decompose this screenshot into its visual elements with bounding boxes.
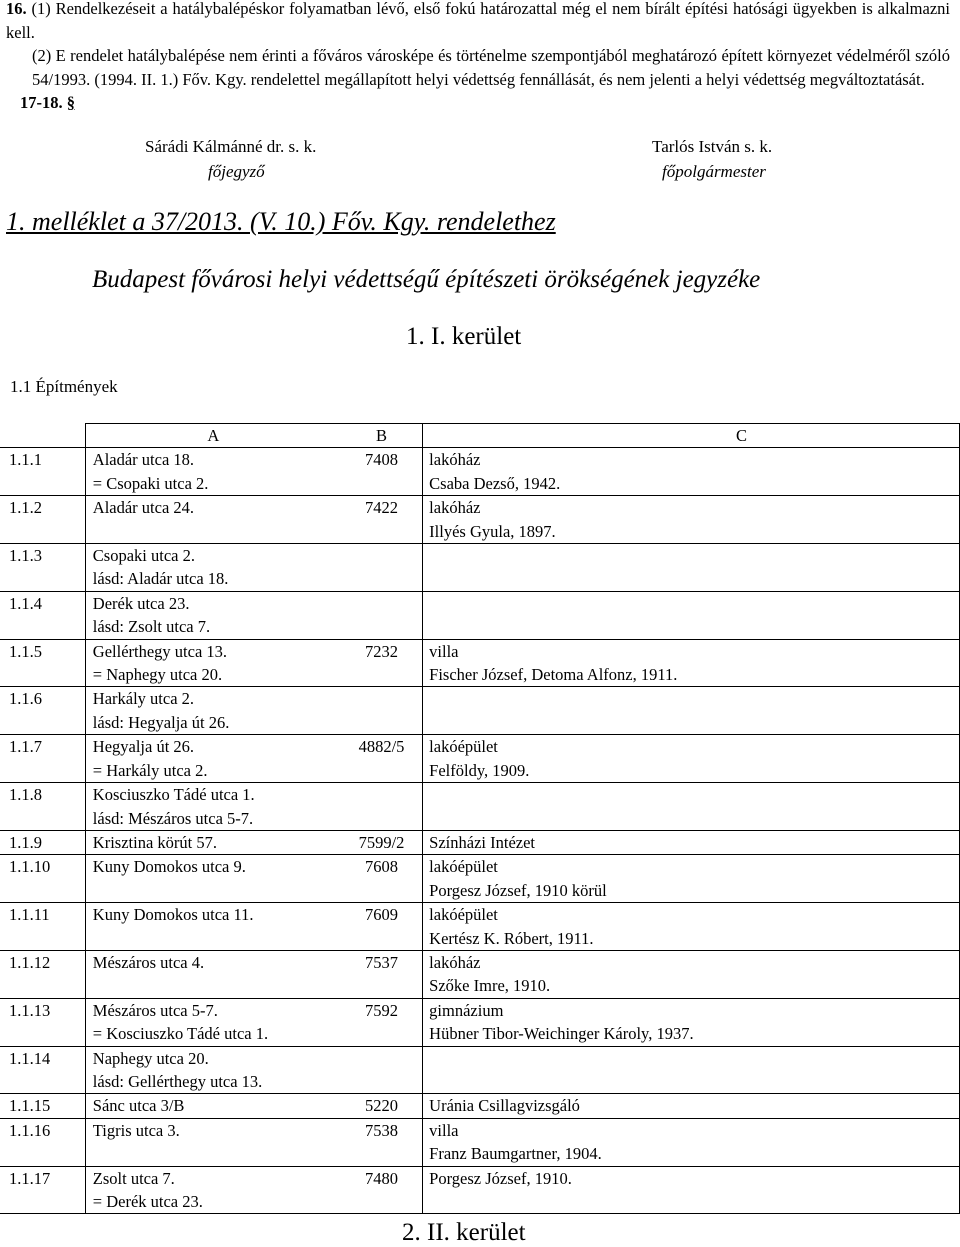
row-number: 1.1.4: [0, 591, 85, 639]
address-line: lásd: Hegyalja út 26.: [92, 712, 230, 732]
description-cell: [423, 998, 960, 1046]
table-row: [0, 687, 960, 735]
address-cell: [85, 950, 341, 998]
table-row: [0, 496, 960, 544]
table-row: [0, 1166, 960, 1214]
signer-right-title: főpolgármester: [662, 162, 766, 181]
column-header-a: A: [85, 424, 341, 448]
description-cell: [423, 591, 960, 639]
district-heading-2: 2. II. kerület: [402, 1219, 526, 1246]
description-cell: [423, 783, 960, 831]
description-cell: [423, 1094, 960, 1118]
address-cell: [85, 687, 341, 735]
paragraph-link[interactable]: §: [66, 93, 75, 112]
table-row: [0, 998, 960, 1046]
description-line: Felföldy, 1909.: [429, 760, 530, 780]
table-row: [0, 448, 960, 496]
section-number: 16.: [6, 0, 27, 18]
description-line: lakóépület: [429, 857, 498, 877]
row-number: 1.1.9: [0, 830, 85, 854]
parcel-number-cell: 5220: [341, 1094, 423, 1118]
row-number: 1.1.16: [0, 1118, 85, 1166]
description-line: Fischer József, Detoma Alfonz, 1911.: [429, 665, 678, 685]
parcel-number-cell: [341, 1046, 423, 1094]
parcel-number-cell: 4882/5: [341, 735, 423, 783]
address-cell: [85, 639, 341, 687]
table-row: [0, 830, 960, 854]
paragraph-1-text: (1) Rendelkezéseit a hatálybalépéskor folyamatban lévő, első fokú határozattal még el nem bírált építési hatósági ügyekben is alkalmazni kell.: [6, 0, 950, 42]
address-line: Kosciuszko Tádé utca 1.: [92, 785, 255, 805]
description-cell: [423, 687, 960, 735]
description-line: Franz Baumgartner, 1904.: [429, 1144, 602, 1164]
address-line: = Derék utca 23.: [92, 1192, 203, 1211]
address-line: Kuny Domokos utca 11.: [92, 905, 254, 925]
address-cell: [85, 448, 341, 496]
row-number: 1.1.7: [0, 735, 85, 783]
parcel-number-cell: 7480: [341, 1166, 423, 1214]
annex-title: 1. melléklet a 37/2013. (V. 10.) Főv. Kgy. rendelethez: [6, 207, 556, 236]
row-number: 1.1.12: [0, 950, 85, 998]
description-line: Kertész K. Róbert, 1911.: [429, 928, 594, 948]
address-cell: [85, 1046, 341, 1094]
description-cell: [423, 1166, 960, 1214]
address-line: Aladár utca 18.: [92, 450, 195, 470]
table-row: [0, 1118, 960, 1166]
reference-line: [6, 91, 950, 115]
address-cell: [85, 998, 341, 1046]
row-number: 1.1.6: [0, 687, 85, 735]
register-title: Budapest fővárosi helyi védettségű építészeti örökségének jegyzéke: [92, 266, 761, 293]
parcel-number-cell: 7538: [341, 1118, 423, 1166]
parcel-number-cell: 7609: [341, 903, 423, 951]
parcel-number-cell: [341, 591, 423, 639]
address-cell: [85, 1118, 341, 1166]
address-line: = Naphegy utca 20.: [92, 665, 223, 685]
row-number: 1.1.11: [0, 903, 85, 951]
address-cell: [85, 903, 341, 951]
description-line: Illyés Gyula, 1897.: [429, 521, 556, 541]
column-header-b: B: [341, 424, 423, 448]
address-cell: [85, 855, 341, 903]
paragraph-16: [6, 0, 950, 44]
description-line: Porgesz József, 1910 körül: [429, 880, 607, 900]
parcel-number-cell: 7232: [341, 639, 423, 687]
description-cell: [423, 903, 960, 951]
address-line: Tigris utca 3.: [92, 1120, 180, 1140]
parcel-number-cell: 7408: [341, 448, 423, 496]
row-number: 1.1.15: [0, 1094, 85, 1118]
address-line: Zsolt utca 7.: [92, 1168, 175, 1188]
description-line: lakóépület: [429, 737, 498, 757]
address-cell: [85, 1166, 341, 1214]
description-line: gimnázium: [429, 1000, 504, 1020]
description-line: Porgesz József, 1910.: [429, 1168, 572, 1188]
parcel-number-cell: 7608: [341, 855, 423, 903]
table-row: [0, 591, 960, 639]
row-number: 1.1.13: [0, 998, 85, 1046]
description-line: lakóház: [429, 952, 481, 972]
row-number: 1.1.1: [0, 448, 85, 496]
row-number: 1.1.10: [0, 855, 85, 903]
row-number: 1.1.3: [0, 544, 85, 592]
address-line: Kuny Domokos utca 9.: [92, 857, 246, 877]
description-cell: [423, 496, 960, 544]
description-cell: [423, 735, 960, 783]
address-cell: [85, 783, 341, 831]
row-number: 1.1.14: [0, 1046, 85, 1094]
description-line: Uránia Csillagvizsgáló: [429, 1096, 580, 1116]
table-row: [0, 735, 960, 783]
parcel-number-cell: 7537: [341, 950, 423, 998]
parcel-number-cell: [341, 687, 423, 735]
address-line: Derék utca 23.: [92, 593, 190, 613]
description-cell: [423, 544, 960, 592]
description-line: Hübner Tibor-Weichinger Károly, 1937.: [429, 1024, 694, 1044]
table-row: [0, 950, 960, 998]
address-cell: [85, 830, 341, 854]
address-cell: [85, 496, 341, 544]
register-table: [0, 423, 960, 1214]
address-cell: [85, 1094, 341, 1118]
table-row: [0, 903, 960, 951]
address-line: Gellérthegy utca 13.: [92, 641, 228, 661]
reference-number: 17-18.: [20, 93, 63, 112]
description-line: lakóház: [429, 450, 481, 470]
description-cell: [423, 1118, 960, 1166]
description-cell: [423, 639, 960, 687]
description-line: villa: [429, 1120, 459, 1140]
paragraph-2: (2) E rendelet hatálybalépése nem érinti a főváros városképe és történelme szempontjából meghatározó épített környezet védelméről szóló 54/1993. (1994. II. 1.) Főv. Kgy. rendelettel megállapított helyi védettség fennállását, és nem jelenti a helyi védettség megváltoztatását.: [32, 46, 950, 89]
address-line: = Kosciuszko Tádé utca 1.: [92, 1024, 269, 1044]
address-line: Aladár utca 24.: [92, 498, 195, 518]
description-cell: [423, 830, 960, 854]
table-row: [0, 783, 960, 831]
address-cell: [85, 544, 341, 592]
address-line: = Csopaki utca 2.: [92, 473, 209, 493]
address-line: Naphegy utca 20.: [92, 1048, 209, 1068]
address-line: = Harkály utca 2.: [92, 760, 208, 780]
address-line: Mészáros utca 5-7.: [92, 1000, 218, 1020]
district-heading-1: 1. I. kerület: [406, 323, 522, 350]
parcel-number-cell: [341, 544, 423, 592]
description-cell: [423, 1046, 960, 1094]
address-cell: [85, 591, 341, 639]
description-cell: [423, 950, 960, 998]
table-row: [0, 1094, 960, 1118]
parcel-number-cell: 7592: [341, 998, 423, 1046]
table-row: [0, 544, 960, 592]
address-cell: [85, 735, 341, 783]
description-line: Színházi Intézet: [429, 832, 535, 852]
address-line: lásd: Mészáros utca 5-7.: [92, 808, 254, 828]
description-line: villa: [429, 641, 459, 661]
address-line: lásd: Aladár utca 18.: [92, 569, 229, 589]
description-line: lakóház: [429, 498, 481, 518]
address-line: Hegyalja út 26.: [92, 737, 195, 757]
section-heading-buildings: 1.1 Építmények: [10, 377, 118, 396]
description-cell: [423, 448, 960, 496]
table-row: [0, 639, 960, 687]
address-line: Harkály utca 2.: [92, 689, 195, 709]
description-line: Szőke Imre, 1910.: [429, 976, 551, 996]
row-number: 1.1.8: [0, 783, 85, 831]
parcel-number-cell: 7599/2: [341, 830, 423, 854]
table-row: [0, 855, 960, 903]
signer-left-name: Sárádi Kálmánné dr. s. k.: [145, 137, 317, 156]
address-line: lásd: Gellérthegy utca 13.: [92, 1071, 263, 1091]
address-line: Csopaki utca 2.: [92, 546, 195, 566]
row-number: 1.1.17: [0, 1166, 85, 1214]
description-line: lakóépület: [429, 905, 498, 925]
table-row: [0, 1046, 960, 1094]
parcel-number-cell: 7422: [341, 496, 423, 544]
description-cell: [423, 855, 960, 903]
row-number: 1.1.5: [0, 639, 85, 687]
signer-left-title: főjegyző: [208, 162, 265, 181]
signer-right-name: Tarlós István s. k.: [652, 137, 773, 156]
parcel-number-cell: [341, 783, 423, 831]
row-number: 1.1.2: [0, 496, 85, 544]
description-line: Csaba Dezső, 1942.: [429, 473, 561, 493]
intro-text: [6, 0, 950, 115]
address-line: Mészáros utca 4.: [92, 952, 205, 972]
address-line: lásd: Zsolt utca 7.: [92, 617, 211, 637]
address-line: Sánc utca 3/B: [92, 1096, 185, 1116]
table-header-row: [0, 424, 960, 448]
column-header-c: C: [423, 424, 960, 448]
address-line: Krisztina körút 57.: [92, 832, 217, 852]
